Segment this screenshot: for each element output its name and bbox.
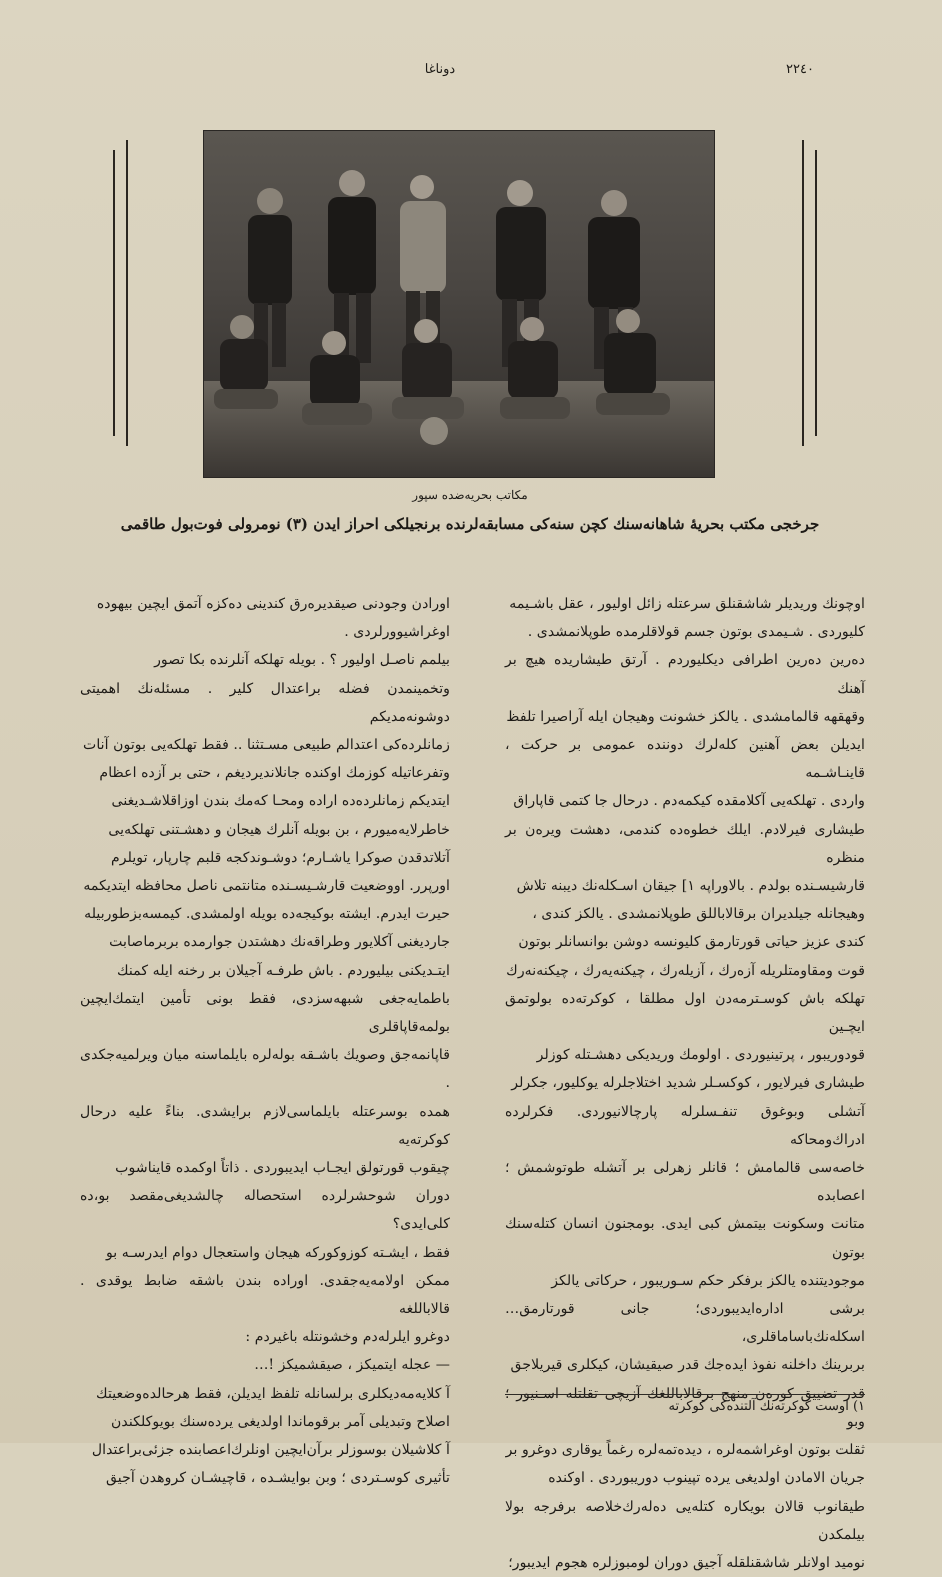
paragraph-line: برشی اداره‌ایدیبوردی؛ جانی قورتارمق… اسکله‌نك‌باساماقلری، bbox=[505, 1301, 865, 1346]
paragraph-line: ایدیلن بعض آهنین کلەلرك دوننده عمومی بر حرکت ، قاینـاشـمه bbox=[505, 737, 865, 782]
paragraph-line: اورادن وجودنی صیقدیرەرق کندینی دەکزه آتمق ایچین بیهوده bbox=[96, 596, 450, 612]
paragraph-line: طیشاری فیرلادم. ایلك خطوەده کندمی، دهشت ویرەن بر منظره bbox=[505, 821, 865, 866]
paragraph-line: همده بوسرعتله بایلماسی‌لازم برایشدی. بناءً علیه درحال کوکرتەیه bbox=[80, 1103, 450, 1148]
paragraph-line: وتفرعاتیله کوزمك اوکنده جانلاندیردیغم ، حتی بر آزده اعظام bbox=[99, 765, 450, 782]
text-column-right bbox=[505, 590, 865, 1577]
page-number: ٢٢٤٠ bbox=[786, 62, 814, 77]
paragraph-line: تهلکه باش کوسـترمەدن اول مطلقا ، کوکرتەده بولوتمق ایچـین bbox=[505, 990, 865, 1036]
paragraph-line: طیشاری فیرلایور ، کوکسـلر شدید اختلاجلرله یوکلیور، جکرلر bbox=[511, 1075, 865, 1092]
paragraph-line: اوچونك وریدیلر شاشقنلق سرعتله زائل اولیور ، عقل باشـیمه bbox=[509, 596, 865, 612]
paragraph-line: قارشیسـنده بولدم . بالاوراپه ١] جیقان اسـکله‌نك دیبنه تلاش bbox=[516, 878, 865, 895]
paragraph-line: اوغراشیوورلردی . bbox=[344, 624, 450, 641]
paragraph-line: اصلاح وتبدیلی آمر برقوماندا اولدیغی یرده‌سنك بویوکلکندن bbox=[110, 1413, 450, 1430]
paragraph-line: حیرت ایدرم. ایشته بوکیجەده بویله اولمشدی. کیمسه‌بزطوربیله bbox=[84, 906, 450, 923]
running-title: دوناغا bbox=[424, 62, 456, 77]
paragraph-line: ممکن اولامەیه‌جقدی. اوراده بندن باشقه ضابط یوقدی . قالاباللغه bbox=[80, 1272, 450, 1318]
decorative-rule-left-inner bbox=[126, 140, 128, 446]
footnote: ١) اوست کوکرتەنك آلتندەکی کوکرته bbox=[505, 1394, 865, 1414]
paragraph-line: جاردیغنی آکلایور وطراقەنك دهشتدن جوارمده بربرماصابت bbox=[109, 934, 450, 951]
team-photograph bbox=[203, 130, 715, 478]
paragraph-line: بربرینك داخلنه نفوذ ایده‌جك قدر صیقیشان، کیکلری قیریلاجق bbox=[510, 1357, 865, 1374]
paragraph-line: زمانلردەکی اعتدالم طبیعی مسـتثنا .. فقط تهلکەیی بوتون آنات bbox=[83, 737, 450, 754]
paragraph-line: فقط ، ایشـته کوزوکورکە هیجان واستعجال دوام ایدرسـه بو bbox=[105, 1244, 450, 1261]
paragraph-line: وهیجانله جیلدیران برقالاباللق طوپلانمشدی . یالکز کندی ، bbox=[532, 906, 865, 923]
paragraph-line: قودوریبور ، پرتینیوردی . اولومك وریدیکی دهشـتله کوزلر bbox=[536, 1047, 865, 1064]
decorative-rule-right-inner bbox=[802, 140, 804, 446]
paragraph-line: ایتـدیکنی بیلیوردم . باش طرفـه آجیلان بر رخنه ایله کمنك bbox=[116, 962, 450, 979]
paragraph-line: واردی . تهلکەیی آکلامقده کیکمەدم . درحال جا کتمی قاپاراق bbox=[513, 793, 865, 810]
paragraph-line: بیلمم ناصـل اولیور ؟ . بویله تهلکه آنلرنده بکا تصور bbox=[154, 652, 450, 669]
paragraph-line: ایتدیکم زمانلردەده اراده ومحـا کەمك بندن اوزاقلاشـدیغنی bbox=[111, 793, 450, 810]
paragraph-line: قاپانمەجق وصویك باشـقه بولەلره بایلماسنه میان ویرلمیەجکدی . bbox=[80, 1047, 450, 1092]
paragraph-line: آتشلی وبوغوق تنفـسلرله پارچالانیوردی. فکرلرده ادراك‌ومحاکه bbox=[505, 1103, 865, 1148]
paragraph-line: قدر تضییق کورەن منهج برقالاباللغك آزیچی تقلتله اسـنیور ؛ وبو bbox=[505, 1385, 865, 1430]
paragraph-line: کندی عزیز حیاتی قورتارمق کلیونسه دوشن بوانسانلر بوتون bbox=[518, 934, 865, 951]
paragraph-line: دوران شوحشرلرده استحصاله چالشدیغی‌مقصد بو،ده کلی‌ایدی؟ bbox=[80, 1188, 450, 1233]
paragraph-line: تأثیری کوسـتردی ؛ وبن بوایشـده ، قاچیشـان کروهدن آجیق bbox=[105, 1470, 450, 1487]
paragraph-line: آ کلایەمەدیکلری برلسانله تلفظ ایدیلن، فقط هرحالدەوضعیتك bbox=[96, 1385, 450, 1402]
paragraph-line: ثقلت بوتون اوغراشمەلره ، دیدەتمەلره رغماً یوقاری دوغرو بر bbox=[505, 1442, 865, 1459]
paragraph-line: جریان الامادن اولدیغی یرده تپینوب دوریبوردی . اوکنده bbox=[548, 1470, 865, 1487]
football-ball bbox=[420, 417, 448, 445]
paragraph-line: نومید اولانلر شاشقنلقله آجیق دوران لومبوزلره هجوم ایدیبور؛ bbox=[508, 1554, 865, 1571]
paragraph-line: خاطرلایەمیورم ، بن بویله آنلرك هیجان و دهشـتنی تهلکەیی bbox=[108, 821, 450, 838]
paragraph-line: دوغرو ایلرلەدم وخشونتله باغیردم : bbox=[245, 1329, 450, 1346]
paragraph-line: وقهقهه قالمامشدی . یالکز خشونت وهیجان ایله آراصیرا تلفظ bbox=[506, 708, 865, 725]
team-photo-illustration bbox=[204, 131, 714, 477]
paragraph-line: باطمایه‌جغی شبهەسزدی، فقط بونی تأمین ایتمك‌ایچین بولمەقاپاقلری bbox=[80, 990, 450, 1036]
paragraph-line: طیقانوب قالان بویکاره کتلەیی دەلەرك‌خلاصه برفرجه بولا بیلمکدن bbox=[505, 1498, 865, 1543]
paragraph-line: دەرین دەرین اطرافی دیکلیوردم . آرتق طیشاریده هیچ‌ بر آهنك bbox=[505, 652, 865, 697]
paragraph-line: قوت ومقاومتلریله آزەرك ، آزیلەرك ، چیکنەیەرك ، چیکنەنەرك bbox=[506, 962, 865, 979]
paragraph-line: کلیوردی . شـیمدی بوتون جسم قولاقلرمده طوپلانمشدی . bbox=[527, 624, 865, 641]
paragraph-line: آ کلاشیلان بوسوزلر برآن‌ایچین اونلرك‌اعصابنده جزئی‌براعتدال bbox=[91, 1442, 450, 1459]
paragraph-line: چیقوب قورتولق ایجـاب ایدیبوردی . ذاتاً اوکمده قایناشوب bbox=[115, 1160, 450, 1177]
paragraph-line: خاصەسی قالمامش ؛ قانلر زهرلی بر آتشله طوتوشمش ؛ اعصابده bbox=[505, 1160, 865, 1205]
decorative-rule-left-outer bbox=[113, 150, 115, 436]
paragraph-line: اورپرر. اووضعیت قارشـیسـنده متانتمی ناصل محافظه ایتدیکمه bbox=[83, 878, 450, 895]
paragraph-line: — عجله ایتمیکز ، صیقشمیکز !… bbox=[254, 1357, 450, 1374]
paragraph-line: موجودیتنده یالکز برفکر حکم سـوریبور ، حرکاتی یالکز bbox=[551, 1272, 865, 1289]
photo-caption-small: مکاتب بحریه‌ضده سپور bbox=[412, 488, 528, 502]
text-column-left bbox=[80, 590, 450, 1493]
paragraph-line: متانت وسکونت بیتمش کبی ایدی. بومجنون انسان کتله‌سنك بوتون bbox=[505, 1216, 865, 1261]
photo-caption-main: جرخجی مکتب بحریهٔ شاهانه‌سنك کچن سنه‌کی مسابقه‌لرنده برنجیلکی احراز ایدن (٣) نومرولی فوت‌بول طاقمی bbox=[120, 515, 820, 533]
decorative-rule-right-outer bbox=[815, 150, 817, 436]
paragraph-line: آتلاتدقدن صوکرا یاشـارم؛ دوشـوندکجه قلبم چارپار، تویلرم bbox=[111, 849, 450, 866]
paragraph-line: وتخمینمدن فضله براعتدال کلیر . مسئلەنك اهمیتی دوشونەمدیکم bbox=[80, 680, 450, 725]
